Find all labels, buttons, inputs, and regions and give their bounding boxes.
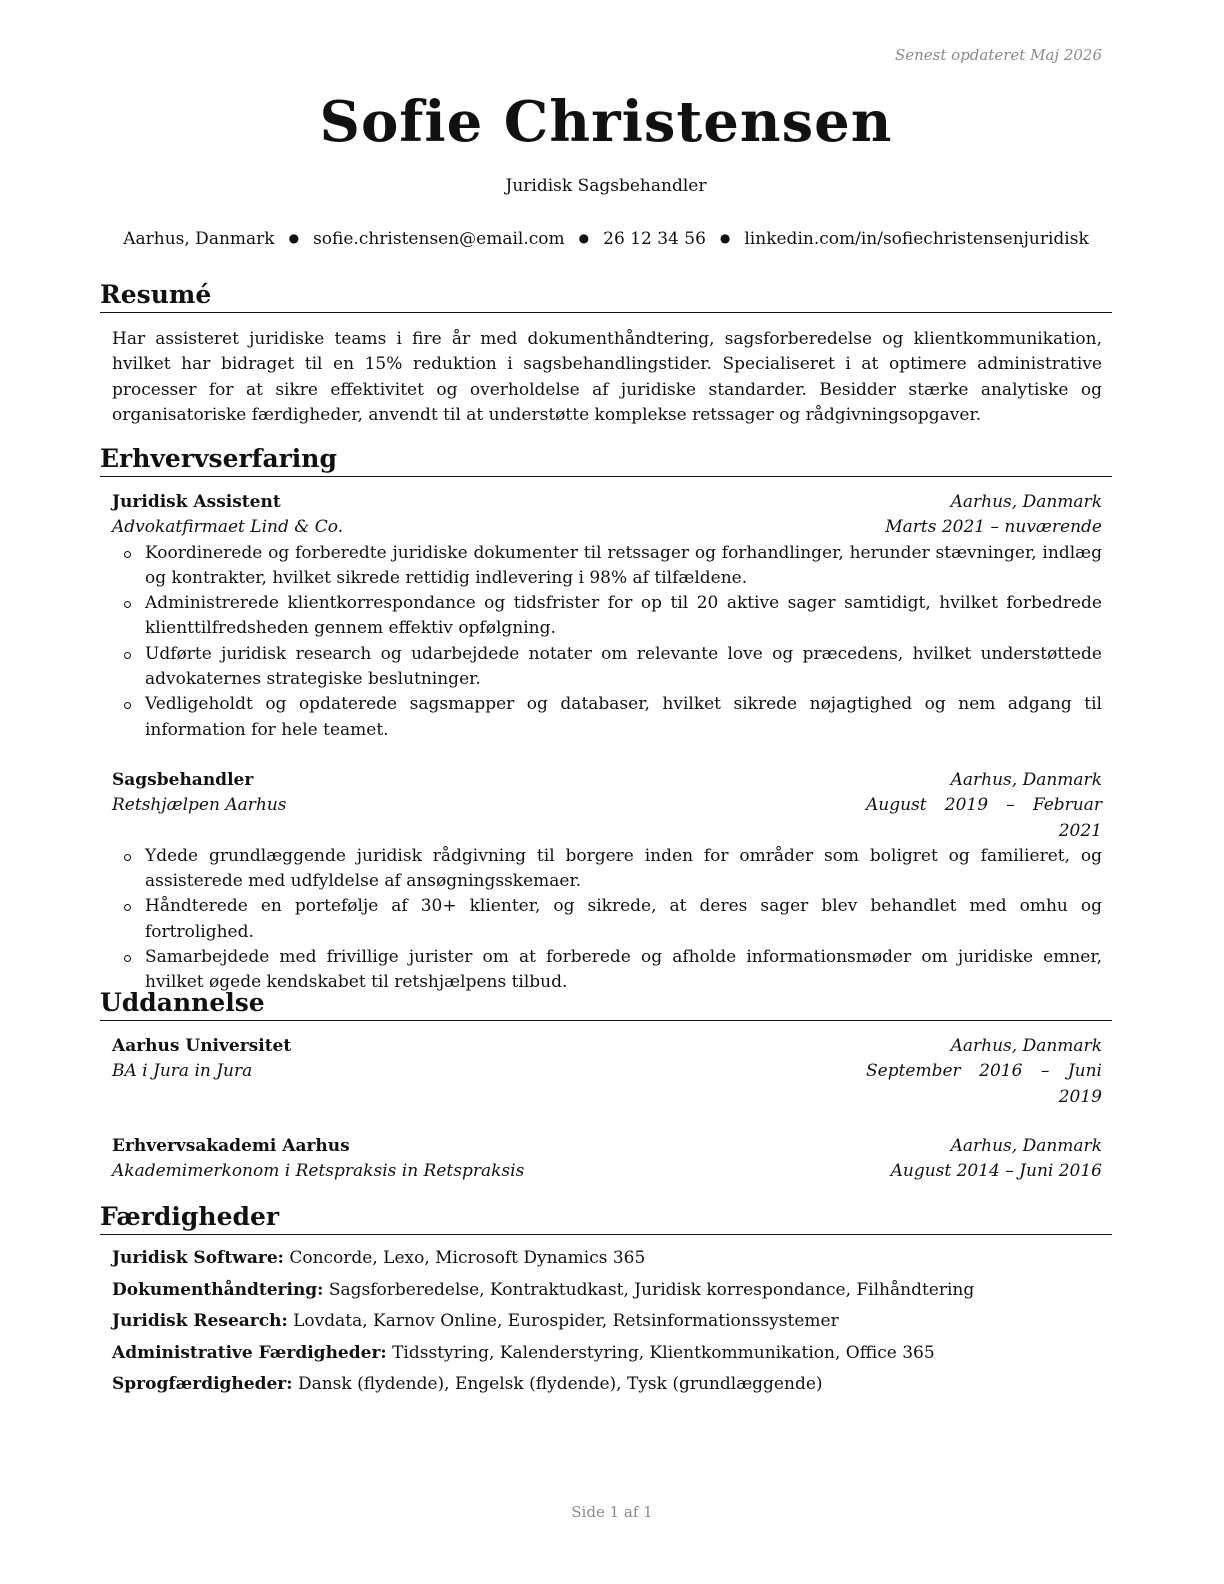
job-company: Retshjælpen Aarhus	[112, 795, 287, 816]
candidate-role: Juridisk Sagsbehandler	[505, 176, 707, 196]
degree: BA i Jura in Jura	[112, 1061, 253, 1082]
contact-linkedin[interactable]: linkedin.com/in/sofiechristensenjuridisk	[744, 229, 1089, 249]
job-company: Advokatfirmaet Lind & Co.	[112, 517, 344, 538]
skill-value: Sagsforberedelse, Kontraktudkast, Juridisk korrespondance, Filhåndtering	[328, 1279, 975, 1300]
education-dates: August 2014 – Juni 2016	[890, 1161, 1102, 1182]
section-title-experience: Erhvervserfaring	[100, 444, 1112, 477]
contact-email[interactable]: sofie.christensen@email.com	[313, 229, 565, 249]
job-dates: Marts 2021 – nuværende	[885, 517, 1102, 538]
job-title: Sagsbehandler	[112, 770, 254, 790]
education-entry	[112, 1034, 1102, 1110]
skill-row	[112, 1243, 1102, 1275]
section-title-skills: Færdigheder	[100, 1202, 1112, 1235]
skill-value: Tidsstyring, Kalenderstyring, Klientkommunikation, Office 365	[392, 1342, 935, 1363]
list-item: Administrerede klientkorrespondance og tidsfrister for op til 20 aktive sager samtidigt, hvilket forbedrede klienttilfredsheden gennem effektiv opfølgning.	[112, 591, 1102, 642]
education-dates: September 2016 – Juni 2019	[866, 1061, 1102, 1107]
job-entry	[112, 768, 1102, 996]
skill-label: Juridisk Software:	[112, 1248, 284, 1268]
contact-location: Aarhus, Danmark	[123, 229, 275, 249]
list-item: Ydede grundlæggende juridisk rådgivning til borgere inden for områder som boligret og familieret, og assisterede med udfyldelse af ansøgningsskemaer.	[112, 844, 1102, 895]
school-location: Aarhus, Danmark	[950, 1136, 1102, 1156]
candidate-name: Sofie Christensen	[319, 89, 893, 155]
school-name: Aarhus Universitet	[112, 1036, 292, 1056]
list-item: Samarbejdede med frivillige jurister om at forberede og afholde informationsmøder om juridiske emner, hvilket øgede kendskabet til retshjælpens tilbud.	[112, 945, 1102, 996]
contact-phone: 26 12 34 56	[603, 229, 706, 249]
list-item: Vedligeholdt og opdaterede sagsmapper og databaser, hvilket sikrede nøjagtighed og nem adgang til information for hele teamet.	[112, 692, 1102, 743]
list-item: Udførte juridisk research og udarbejdede notater om relevante love og præcedens, hvilket understøttede advokaternes strategiske beslutninger.	[112, 642, 1102, 693]
bullet-separator: ●	[288, 231, 300, 245]
degree: Akademimerkonom i Retspraksis in Retspraksis	[112, 1161, 525, 1182]
skill-row	[112, 1369, 1102, 1401]
bullet-separator: ●	[719, 231, 731, 245]
school-name: Erhvervsakademi Aarhus	[112, 1136, 350, 1156]
job-title: Juridisk Assistent	[112, 492, 281, 512]
skill-label: Dokumenthåndtering:	[112, 1279, 324, 1300]
summary-text: Har assisteret juridiske teams i fire år med dokumenthåndtering, sagsforberedelse og klientkommunikation, hvilket har bidraget til en 15% reduktion i sagsbehandlingstider. Specialiseret i at optimere administrative processer for at sikre effektivitet og overholdelse af juridiske standarder. Besidder stærke analytiske og organisatoriske færdigheder, anvendt til at understøtte komplekse retssager og rådgivningsopgaver.	[112, 329, 1102, 425]
skill-row	[112, 1306, 1102, 1338]
skill-label: Juridisk Research:	[112, 1311, 288, 1331]
job-entry	[112, 490, 1102, 743]
skill-label: Administrative Færdigheder:	[112, 1342, 387, 1363]
list-item: Håndterede en portefølje af 30+ klienter, og sikrede, at deres sager blev behandlet med omhu og fortrolighed.	[112, 894, 1102, 945]
skill-label: Sprogfærdigheder:	[112, 1374, 293, 1394]
skill-row	[112, 1338, 1102, 1370]
page-number: Side 1 af 1	[571, 1503, 653, 1521]
school-location: Aarhus, Danmark	[950, 1036, 1102, 1056]
skill-row	[112, 1275, 1102, 1307]
education-entry	[112, 1134, 1102, 1185]
skill-value: Lovdata, Karnov Online, Eurospider, Retsinformationssystemer	[293, 1311, 839, 1331]
skill-value: Concorde, Lexo, Microsoft Dynamics 365	[289, 1248, 646, 1268]
resume-page	[100, 0, 1112, 1584]
job-dates: August 2019 – Februar 2021	[866, 795, 1102, 841]
section-title-education: Uddannelse	[100, 988, 1112, 1021]
last-updated: Senest opdateret Maj 2026	[894, 46, 1102, 64]
skill-value: Dansk (flydende), Engelsk (flydende), Tysk (grundlæggende)	[297, 1374, 823, 1394]
section-title-summary: Resumé	[100, 280, 1112, 313]
contact-line	[100, 229, 1112, 249]
skills-list	[112, 1243, 1102, 1401]
list-item: Koordinerede og forberedte juridiske dokumenter til retssager og forhandlinger, herunder stævninger, indlæg og kontrakter, hvilket sikrede rettidig indlevering i 98% af tilfældene.	[112, 541, 1102, 592]
job-bullets	[112, 844, 1102, 996]
job-location: Aarhus, Danmark	[950, 770, 1102, 790]
bullet-separator: ●	[578, 231, 590, 245]
job-bullets	[112, 541, 1102, 743]
job-location: Aarhus, Danmark	[950, 492, 1102, 512]
